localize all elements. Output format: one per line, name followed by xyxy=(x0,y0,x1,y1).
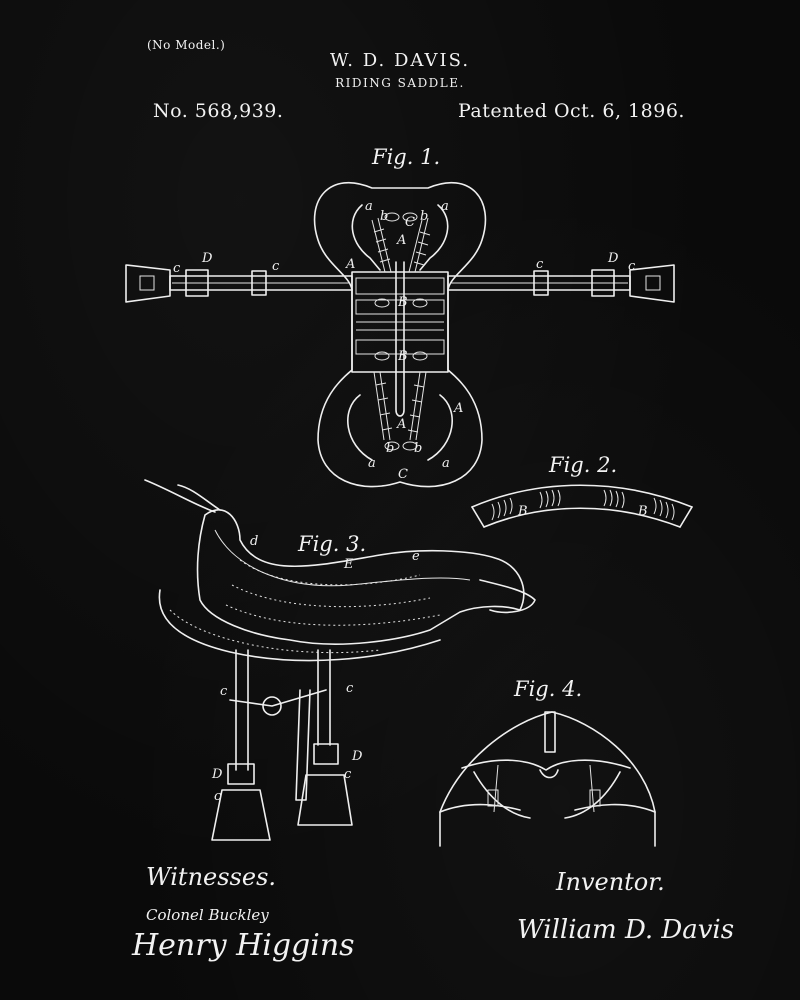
ref-letter-B: B xyxy=(518,504,528,519)
ref-letter-C: C xyxy=(398,467,408,482)
witnesses-heading: Witnesses. xyxy=(146,863,277,891)
invention-title: RIDING SADDLE. xyxy=(335,76,465,90)
witness-signature-1: Colonel Buckley xyxy=(146,906,269,924)
ref-letter-d: d xyxy=(250,534,259,549)
ref-letter-a: a xyxy=(442,456,450,471)
ref-letter-a: a xyxy=(365,199,373,214)
ref-letter-B: B xyxy=(638,504,648,519)
witness-signature-2: Henry Higgins xyxy=(132,928,355,963)
ref-letter-b: b xyxy=(420,209,429,224)
ref-letter-c: c xyxy=(272,259,280,274)
ref-letter-E: E xyxy=(344,557,354,572)
patent-date: Patented Oct. 6, 1896. xyxy=(458,100,685,122)
ref-letter-c: c xyxy=(344,767,352,782)
patent-number: No. 568,939. xyxy=(153,100,284,122)
ref-letter-D: D xyxy=(202,251,213,266)
ref-letter-B: B xyxy=(398,295,408,310)
inventor-heading: Inventor. xyxy=(556,868,665,896)
ref-letter-A: A xyxy=(346,257,356,272)
ref-letter-c: c xyxy=(536,257,544,272)
fig4-label: Fig. 4. xyxy=(514,677,583,701)
ref-letter-D: D xyxy=(212,767,223,782)
fig1-label: Fig. 1. xyxy=(372,145,441,169)
fig3-drawing xyxy=(145,480,535,840)
ref-letter-b: b xyxy=(380,209,389,224)
ref-letter-D: D xyxy=(608,251,619,266)
ref-letter-A: A xyxy=(397,233,407,248)
ref-letter-c: c xyxy=(346,681,354,696)
ref-letter-B: B xyxy=(398,349,408,364)
ref-letter-c: c xyxy=(220,684,228,699)
ref-letter-c: c xyxy=(214,789,222,804)
ref-letter-A: A xyxy=(454,401,464,416)
fig1-drawing xyxy=(126,183,674,487)
no-model-note: (No Model.) xyxy=(147,38,226,52)
ref-letter-c: c xyxy=(173,261,181,276)
ref-letter-b: b xyxy=(386,441,395,456)
fig2-drawing xyxy=(472,485,692,527)
ref-letter-D: D xyxy=(352,749,363,764)
ref-letter-C: C xyxy=(405,215,415,230)
ref-letter-a: a xyxy=(368,456,376,471)
ref-letter-e: e xyxy=(412,549,420,564)
fig3-label: Fig. 3. xyxy=(298,532,367,556)
ref-letter-c: c xyxy=(628,259,636,274)
ref-letter-b: b xyxy=(414,441,423,456)
inventor-signature: William D. Davis xyxy=(517,915,735,945)
inventor-name: W. D. DAVIS. xyxy=(329,50,471,71)
fig2-label: Fig. 2. xyxy=(549,453,618,477)
ref-letter-a: a xyxy=(441,199,449,214)
fig4-drawing xyxy=(440,712,655,846)
ref-letter-A: A xyxy=(397,417,407,432)
